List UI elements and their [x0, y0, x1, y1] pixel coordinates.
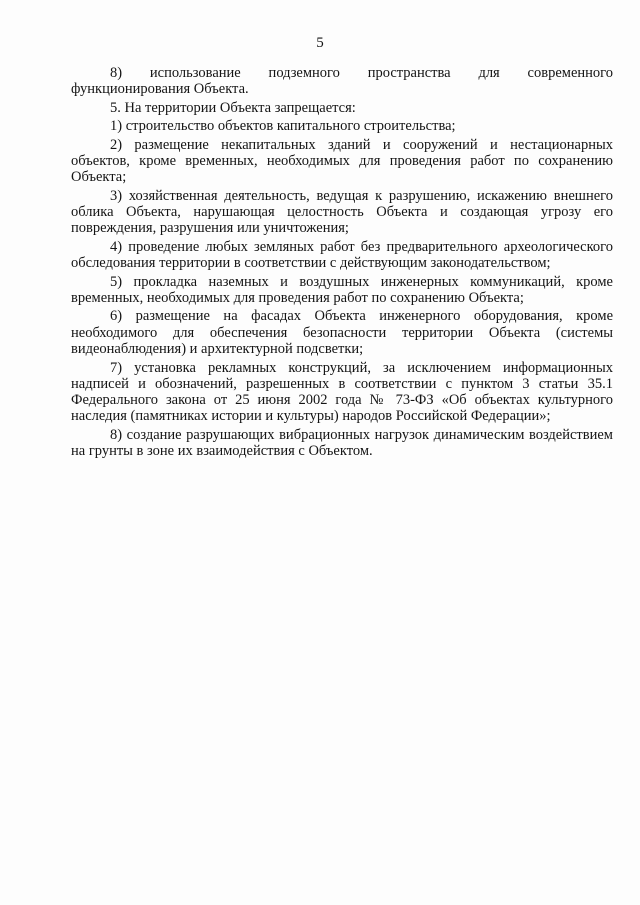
page-number: 5	[316, 35, 324, 51]
paragraph-item-8-underground-use: 8) использование подземного пространства для современного функционирования Объекта.	[71, 65, 613, 98]
paragraph-item-5-utilities: 5) прокладка наземных и воздушных инженерных коммуникаций, кроме временных, необходимых для проведения работ по сохранению Объекта;	[71, 273, 613, 306]
paragraph-item-8-vibration-loads: 8) создание разрушающих вибрационных нагрузок динамическим воздействием на грунты в зоне их взаимодействия с Объектом.	[71, 426, 613, 460]
paragraph-item-4-earthworks: 4) проведение любых земляных работ без предварительного археологического обследования территории в соответствии с действующим законодательством;	[71, 238, 613, 272]
document-body	[71, 65, 613, 462]
paragraph-item-3-economic-activity: 3) хозяйственная деятельность, ведущая к разрушению, искажению внешнего облика Объекта, нарушающая целостность Объекта и создающая угрозу его повреждения, разрушения или уничтожения;	[71, 187, 613, 237]
paragraph-item-2-temporary-structures: 2) размещение некапитальных зданий и сооружений и нестационарных объектов, кроме временных, необходимых для проведения работ по сохранению Объекта;	[71, 136, 613, 186]
paragraph-section-5-heading: 5. На территории Объекта запрещается:	[110, 99, 356, 116]
paragraph-item-1-construction: 1) строительство объектов капитального строительства;	[110, 118, 456, 135]
paragraph-item-6-facade-equipment: 6) размещение на фасадах Объекта инженерного оборудования, кроме необходимого для обеспечения безопасности территории Объекта (системы видеонаблюдения) и архитектурной подсветки;	[71, 308, 613, 358]
paragraph-item-7-advertising: 7) установка рекламных конструкций, за исключением информационных надписей и обозначений, разрешенных в соответствии с пунктом 3 статьи 35.1 Федерального закона от 25 июня 2002 года № 73-ФЗ «Об объектах культурного наследия (памятниках истории и культуры) народов Российской Федерации»;	[71, 359, 613, 425]
